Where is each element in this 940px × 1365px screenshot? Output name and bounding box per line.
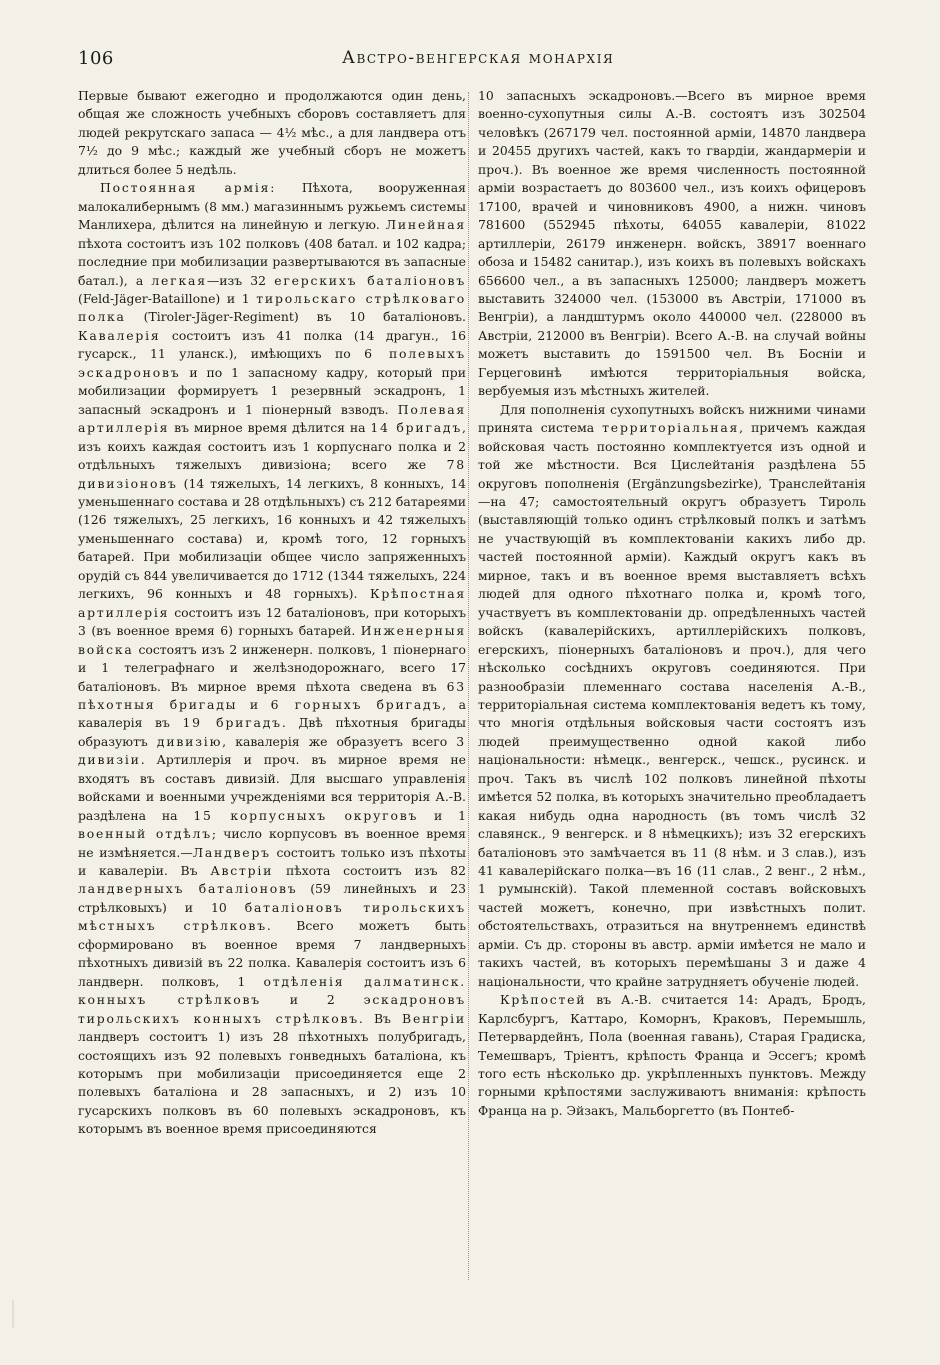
term-landwehr-battalions: ландверныхъ баталіоновъ: [78, 881, 298, 897]
text-run: въ А.-В. считается 14: Арадъ, Бродъ, Карлсбургъ, Каттаро, Коморнъ, Краковъ, Перемышль, Петервардейнъ, Пола (военная гавань), Старая Градиска, Темешваръ, Тріентъ, крѣпость Франца и Эссегъ; кромѣ того есть нѣсколько др. укрѣпленныхъ пунктовъ. Между горными крѣпостями заслуживаютъ вниманія: крѣпость Франца на р. Эйзакъ, Мальборгетто (въ Понтеб-: [478, 992, 866, 1118]
text-run: (Tiroler-Jäger-Regiment) въ 10 баталіоновъ.: [125, 309, 466, 325]
paragraph-strength: [478, 87, 866, 401]
text-run: Пѣхота, вооруженная малокалибернымъ (8 мм.) магазиннымъ ружьемъ системы Манлихера, дѣлится на линейную и легкую.: [78, 180, 466, 233]
term-fortresses: Крѣпостей: [500, 992, 587, 1008]
term-tyrol-regiment: тирольскаго стрѣлковаго полка: [78, 290, 466, 325]
term-fortress-artillery: Крѣпостная артиллерія: [78, 586, 466, 620]
text-run: состоитъ только изъ пѣхоты и кавалеріи. Въ: [78, 844, 466, 879]
text-run: состоятъ изъ 2 инженерн. полковъ, 1 піонернаго и 1 телеграфнаго и желѣзнодорожнаго, всего 17 баталіоновъ. Въ мирное время пѣхота сведена въ: [78, 641, 466, 694]
term-standing-army: Постоянная армія:: [100, 180, 277, 196]
term-three-divisions: 3 дивизіи: [78, 733, 466, 768]
term-field-squadrons: 6 полевыхъ эскадроновъ: [78, 346, 466, 380]
text-run: пѣхота состоитъ изъ 102 полковъ (408 батал. и 102 кадра; последние при мобилизации развертываются въ запасные батал.), а: [78, 235, 466, 288]
term-tyrol-squadrons: эскадроновъ тирольскихъ конныхъ стрѣлковъ: [78, 992, 466, 1026]
term-mountain-brigades: 6 горныхъ бригадъ: [270, 696, 443, 712]
term-infantry-brigades: 63 пѣхотныя бригады: [78, 678, 466, 712]
term-dalmatian-riflemen: отдѣленія далматинск. конныхъ стрѣлковъ: [78, 973, 466, 1008]
text-run: , причемъ каждая войсковая часть постоянно комплектуется изъ одной и той же мѣстности. Вся Цислейтанія раздѣлена 55 округовъ пополненія (Ergänzungsbezirke), Транслейтанія—на 47; самостоятельный округъ образуетъ Тироль (выставляющій только одинъ стрѣлковый полкъ и затѣмъ не участвующій въ комплектованіи какихъ либо др. частей постоянной арміи). Каждый округъ какъ въ мирное, такъ и въ военное время выставляетъ всѣхъ людей для одного пѣхотнаго полка и, кромѣ того, участвуетъ въ комплектованіи др. опредѣленныхъ частей войскъ (кавалерійскихъ, артиллерійскихъ полковъ, егерскихъ, піонерныхъ баталіоновъ и проч.), для чего нѣсколько сосѣднихъ округовъ соединяются. При разнообразіи племеннаго состава населенія А.-В., территоріальная система комплектованія ведетъ къ тому, что многія отдѣльныя войсковыя части состоятъ изъ людей преимущественно одной какой либо національности: нѣмецк., венгерск., чешск., русинск. и проч. Такъ въ числѣ 102 полковъ линейной пѣхоты имѣется 52 полка, въ которыхъ значительно преобладаетъ какая нибудь одна народность (въ томъ числѣ 32 славянск., 9 венгерск. и 8 нѣмецкихъ); изъ 32 егерскихъ баталіоновъ это замѣчается въ 11 (8 нѣм. и 3 слав.), изъ 41 кавалерійскаго полка—въ 16 (11 слав., 2 венг., 2 нѣм., 1 румынскій). Такой племенной составъ войсковыхъ частей можетъ, конечно, при извѣстныхъ полит. обстоятельствахъ, отразиться на внутреннемъ единствѣ арміи. Съ др. стороны въ австр. арміи имѣется не мало и такихъ частей, въ которыхъ перемѣшаны 3 и даже 4 національности, что крайне затрудняетъ обученіе людей.: [478, 420, 866, 989]
text-run: (Feld-Jäger-Bataillone) и 1: [78, 290, 257, 306]
term-landwehr: Ландверъ: [192, 844, 271, 860]
paragraph-recruitment: [478, 401, 866, 992]
paragraph-standing-army: [78, 179, 466, 1139]
text-run: пѣхота состоитъ изъ 82: [273, 863, 466, 879]
text-run: и 2: [261, 992, 364, 1008]
text-run: ; число корпусовъ въ военное время не измѣняется.—: [78, 826, 466, 860]
term-cavalry-brigades: 19 бригадъ: [182, 715, 282, 731]
term-brigades: 14 бригадъ: [370, 420, 463, 436]
paragraph-training-camps: [78, 87, 466, 179]
text-run: . Въ: [358, 1010, 403, 1026]
text-run: Для пополненія сухопутныхъ войскъ нижними чинами принята система: [478, 401, 866, 436]
text-run: , а кавалерія въ: [78, 696, 467, 731]
term-austria: Австріи: [210, 863, 274, 879]
term-corps-districts: 15 корпусныхъ округовъ: [193, 807, 419, 823]
text-run: (59 линейныхъ и 23 стрѣлковыхъ) и 10: [78, 881, 466, 915]
text-run: и: [237, 696, 271, 712]
page-number: 106: [78, 48, 114, 69]
text-run: —изъ 32: [206, 272, 275, 288]
term-light: легкая: [151, 272, 207, 288]
term-linear: Линейная: [385, 217, 466, 233]
text-run: . Артиллерія и проч. въ мирное время не входятъ въ составъ дивизій. Для высшаго управленія войсками и военными учрежденіями вся территорія А.-В. раздѣлена на: [78, 752, 466, 823]
text-run: и 1: [418, 807, 466, 823]
term-hungary: Венгріи: [402, 1010, 466, 1026]
term-division: дивизію: [156, 733, 223, 749]
running-head: Австро-венгерская монархія: [342, 48, 615, 68]
text-run: состоитъ изъ 12 баталіоновъ, при которыхъ 3 (въ военное время 6) горныхъ батарей.: [78, 604, 466, 639]
text-run: состоитъ изъ 41 полка (14 драгун., 16 гусарск., 11 уланск.), имѣющихъ по: [78, 327, 466, 362]
paragraph-text: Первые бывают ежегодно и продолжаются один день, общая же сложность учебныхъ сборовъ составляетъ для людей рекрутскаго запаса — 4½ мѣс., а для ландвера отъ 7½ до 9 мѣс.; каждый же учебный сборъ не можетъ длиться более 5 недѣль.: [78, 88, 466, 177]
term-field-artillery: Полевая артиллерія: [78, 401, 466, 436]
text-run: . Всего можетъ быть сформировано въ военное время 7 ландверныхъ пѣхотныхъ дивизій въ 22 полка. Кавалерія состоитъ изъ 6 ландверн. полковъ, 1: [78, 918, 466, 989]
paragraph-text: 10 запасныхъ эскадроновъ.—Всего въ мирное время военно-сухопутныя силы А.-В. состоятъ изъ 302504 человѣкъ (267179 чел. постоянной арміи, 14870 ландвера и 20455 другихъ частей, какъ то гвардіи, жандармеріи и проч.). Въ военное же время численность постоянной арміи возрастаетъ до 803600 чел., изъ коихъ офицеровъ 17100, врачей и чиновниковъ 4900, а нижн. чиновъ 781600 (552945 пѣхоты, 64055 кавалеріи, 81022 артиллеріи, 26179 инженерн. войскъ, 38917 военнаго обоза и 15482 санитар.), изъ коихъ въ полевыхъ войскахъ 656600 чел., а въ запасныхъ 125000; ландверъ можетъ выставить 324000 чел. (153000 въ Австріи, 171000 въ Венгріи), а ландштурмъ около 440000 чел. (228000 въ Австріи, 212000 въ Венгріи). Всего А.-В. на случай войны можетъ выставить до 1591500 чел. Въ Босніи и Герцеговинѣ имѣются территоріальныя войска, вербуемыя изъ мѣстныхъ жителей.: [478, 88, 866, 399]
term-military-section: военный отдѣлъ: [78, 826, 212, 842]
left-column: [78, 87, 466, 1139]
term-divisions: 78 дивизіоновъ: [78, 457, 466, 491]
column-divider: [468, 92, 470, 1280]
right-column: [478, 87, 866, 1120]
term-territorial: территоріальная: [602, 420, 740, 436]
term-tyrol-battalions: баталіоновъ тирольскихъ мѣстныхъ стрѣлковъ: [78, 899, 466, 934]
text-run: и по 1 запасному кадру, который при мобилизации формируетъ 1 резервный эскадронъ, 1 запасный эскадронъ и 1 піонерный взводъ.: [78, 364, 466, 417]
text-run: въ мирное время дѣлится на: [169, 420, 371, 436]
term-engineers: Инженерныя войска: [78, 623, 466, 657]
text-run: , кавалерія же образуетъ всего: [222, 733, 457, 749]
margin-mark: [12, 1300, 24, 1328]
paragraph-fortresses: [478, 991, 866, 1120]
term-jaeger: егерскихъ баталіоновъ: [274, 272, 467, 288]
text-run: (14 тяжелыхъ, 14 легкихъ, 8 конныхъ, 14 уменьшеннаго состава и 28 отдѣльныхъ) съ 212 батареями (126 тяжелыхъ, 25 легкихъ, 16 конныхъ и 42 тяжелыхъ уменьшеннаго состава) и, кромѣ того, 12 горныхъ батарей. При мобилизаціи общее число запряженныхъ орудій съ 844 увеличивается до 1712 (1344 тяжелыхъ, 224 легкихъ, 96 конныхъ и 48 горныхъ).: [78, 475, 466, 602]
text-run: ландверъ состоитъ 1) изъ 28 пѣхотныхъ полубригадъ, состоящихъ изъ 92 полевыхъ гонведныхъ баталіона, къ которымъ при мобилизаціи присоединяется еще 2 полевыхъ баталіона и 28 запасныхъ, и 2) изъ 10 гусарскихъ полковъ въ 60 полевыхъ эскадроновъ, къ которымъ въ военное время присоединяются: [78, 1029, 466, 1137]
term-cavalry: Кавалерія: [78, 327, 161, 343]
text-run: . Двѣ пѣхотныя бригады образуютъ: [78, 715, 467, 749]
text-run: , изъ коихъ каждая состоитъ изъ 1 корпуснаго полка и 2 отдѣльныхъ тяжелыхъ дивизіона; всего же: [78, 420, 466, 473]
